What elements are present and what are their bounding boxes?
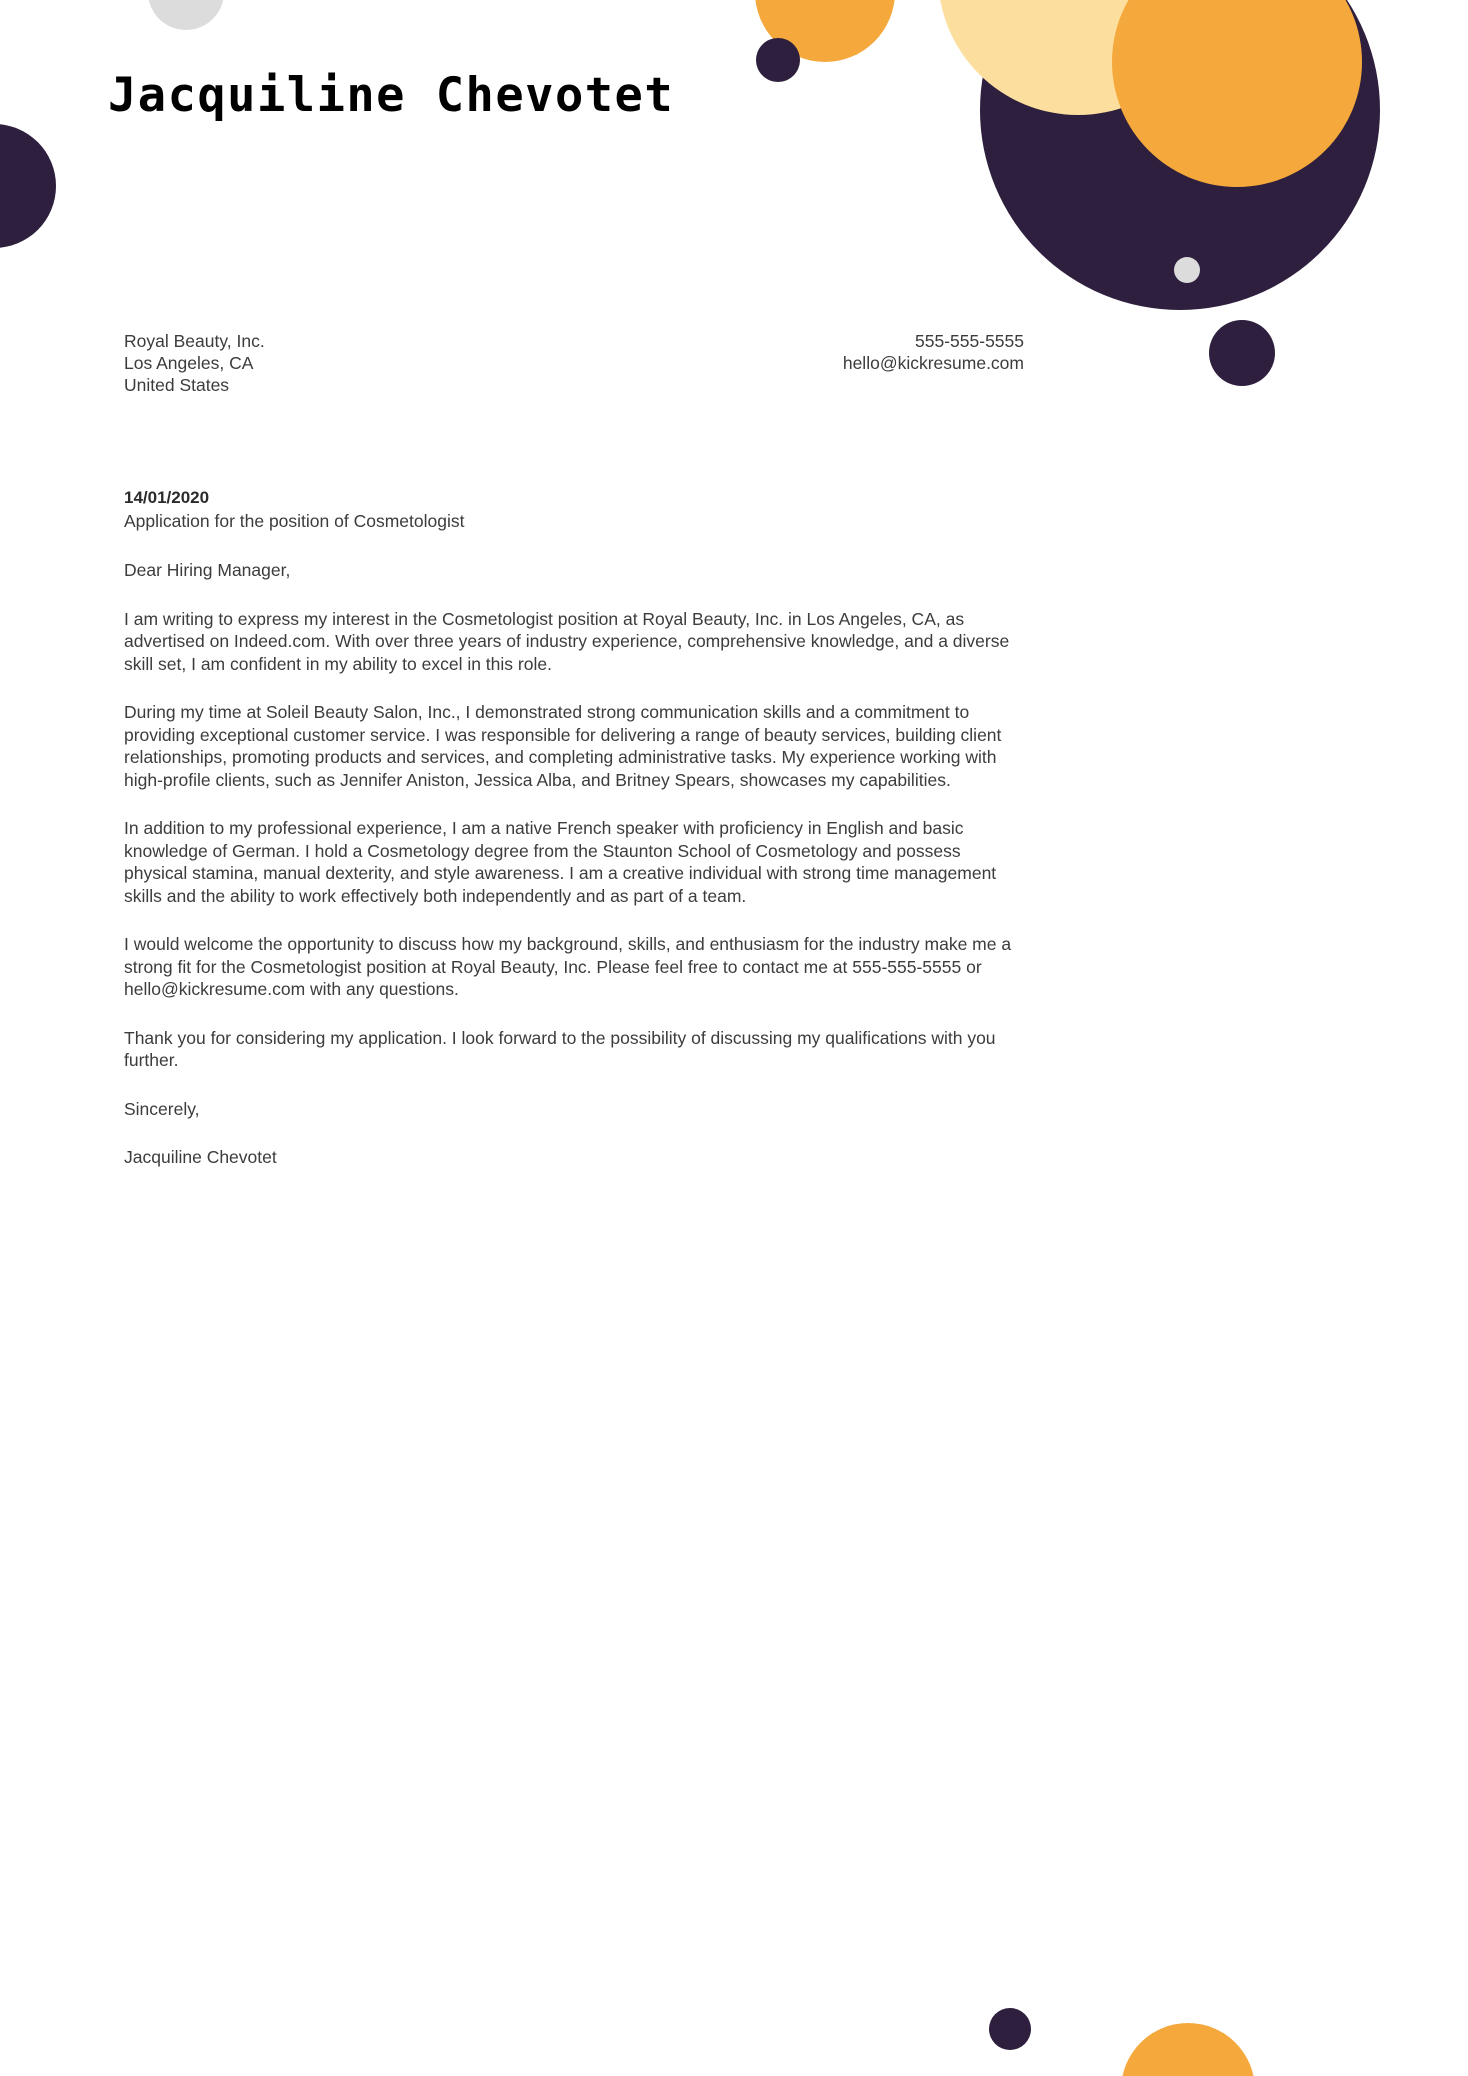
bottom-orange-circle	[1121, 2023, 1255, 2076]
contact-block	[843, 330, 1024, 374]
contact-email: hello@kickresume.com	[842, 353, 1024, 373]
big-orange-circle	[1112, 0, 1362, 187]
page-title: Jacquiline Chevotet	[108, 68, 675, 123]
letter-paragraph: In addition to my professional experience, I am a native French speaker with proficiency in English and basic knowledge of German. I hold a Cosmetology degree from the Staunton School of Cosmetology and possess physical stamina, manual dexterity, and style awareness. I am a creative individual with strong time management skills and the ability to work effectively both independently and as part of a team.	[124, 818, 997, 906]
letter-date: 14/01/2020	[124, 488, 210, 507]
letter-body	[124, 487, 1024, 1169]
top-orange-circle	[755, 0, 895, 62]
top-left-gray-circle	[148, 0, 224, 30]
recipient-city-state: Los Angeles, CA	[124, 353, 254, 373]
top-dark-oval	[756, 38, 800, 82]
letter-paragraph: I am writing to express my interest in the Cosmetologist position at Royal Beauty, Inc. in Los Angeles, CA, as advertised on Indeed.com. With over three years of industry experience, comprehensive knowledge, and a diverse skill set, I am confident in my ability to excel in this role.	[124, 608, 1010, 674]
bottom-purple-dot	[989, 2008, 1031, 2050]
letter-subject: Application for the position of Cosmetologist	[124, 510, 465, 531]
contact-phone: 555-555-5555	[915, 331, 1024, 351]
recipient-country: United States	[124, 375, 230, 395]
letter-paragraph: Thank you for considering my application. I look forward to the possibility of discussing my qualifications with you further.	[124, 1027, 996, 1070]
back-dark-purple-circle	[980, 0, 1380, 310]
small-gray-dot	[1174, 257, 1200, 283]
pale-yellow-circle	[938, 0, 1218, 115]
letter-signature: Jacquiline Chevotet	[124, 1147, 277, 1167]
letter-salutation: Dear Hiring Manager,	[124, 560, 291, 580]
letter-closing: Sincerely,	[124, 1098, 200, 1119]
top-right-gray-circle	[1164, 0, 1280, 50]
letter-paragraph: During my time at Soleil Beauty Salon, Inc., I demonstrated strong communication skills and a commitment to providing exceptional customer service. I was responsible for delivering a range of beauty services, building client relationships, promoting products and services, and completing administrative tasks. My experience working with high-profile clients, such as Jennifer Aniston, Jessica Alba, and Britney Spears, showcases my capabilities.	[124, 702, 1002, 790]
left-edge-purple-circle	[0, 124, 56, 248]
recipient-company: Royal Beauty, Inc.	[124, 331, 265, 351]
recipient-address-block	[124, 330, 265, 396]
mid-right-purple-circle	[1209, 320, 1275, 386]
letter-paragraph: I would welcome the opportunity to discuss how my background, skills, and enthusiasm for the industry make me a strong fit for the Cosmetologist position at Royal Beauty, Inc. Please feel free to contact me at 555-555-5555 or hello@kickresume.com with any questions.	[124, 934, 1012, 999]
